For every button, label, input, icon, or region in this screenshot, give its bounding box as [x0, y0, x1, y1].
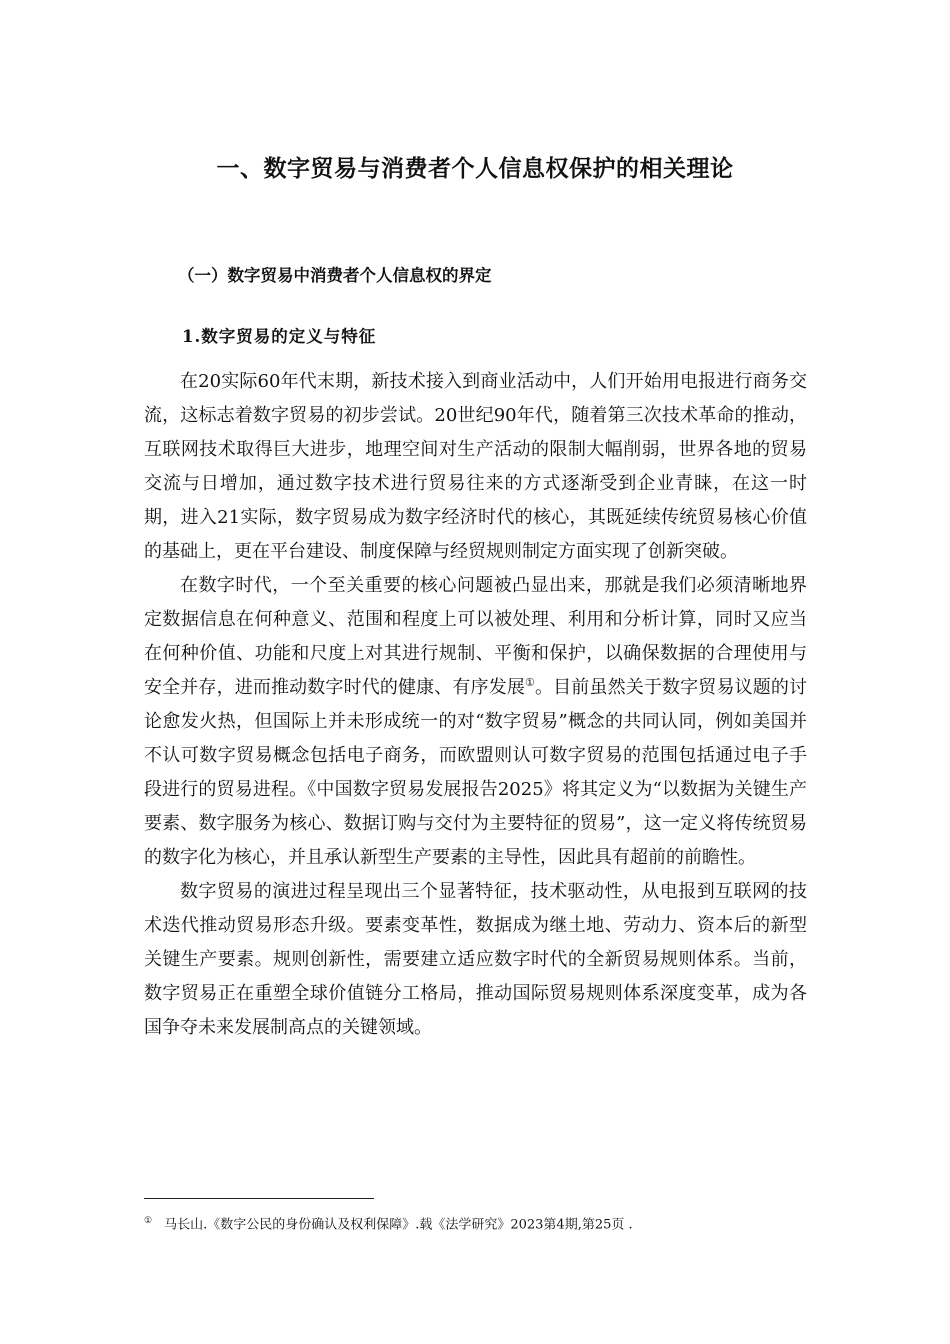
- paragraph-2: [144, 569, 807, 875]
- section-title: （一）数字贸易中消费者个人信息权的界定: [178, 266, 492, 285]
- paragraph-2-part-1: 在数字时代，一个至关重要的核心问题被凸显出来，那就是我们必须清晰地界定数据信息在何种意义、范围和程度上可以被处理、利用和分析计算，同时又应当在何种价值、功能和尺度上对其进行规制、平衡和保护，以确保数据的合理使用与安全并存，进而推动数字时代的健康、有序发展: [144, 575, 807, 698]
- chapter-title: 一、数字贸易与消费者个人信息权保护的相关理论: [216, 156, 734, 182]
- body-text: [144, 365, 807, 1045]
- paragraph-1: 在20实际60年代末期，新技术接入到商业活动中，人们开始用电报进行商务交流，这标志着数字贸易的初步尝试。20世纪90年代，随着第三次技术革命的推动，互联网技术取得巨大进步，地理空间对生产活动的限制大幅削弱，世界各地的贸易交流与日增加，通过数字技术进行贸易往来的方式逐渐受到企业青睐，在这一时期，进入21实际，数字贸易成为数字经济时代的核心，其既延续传统贸易核心价值的基础上，更在平台建设、制度保障与经贸规则制定方面实现了创新突破。: [144, 371, 807, 562]
- subsection-title: 1.数字贸易的定义与特征: [182, 327, 377, 346]
- footnote-text: 马长山.《数字公民的身份确认及权利保障》.载《法学研究》2023第4期,第25页 .: [164, 1217, 633, 1233]
- footnote-reference[interactable]: ①: [525, 676, 536, 689]
- paragraph-2-part-2: 。目前虽然关于数字贸易议题的讨论愈发火热，但国际上并未形成统一的对“数字贸易”概念的共同认同，例如美国并不认可数字贸易概念包括电子商务，而欧盟则认可数字贸易的范围包括通过电子手段进行的贸易进程。《中国数字贸易发展报告2025》将其定义为“以数据为关键生产要素、数字服务为核心、数据订购与交付为主要特征的贸易”，这一定义将传统贸易的数字化为核心，并且承认新型生产要素的主导性，因此具有超前的前瞻性。: [144, 677, 808, 868]
- paragraph-3: 数字贸易的演进过程呈现出三个显著特征，技术驱动性，从电报到互联网的技术迭代推动贸易形态升级。要素变革性，数据成为继土地、劳动力、资本后的新型关键生产要素。规则创新性，需要建立适应数字时代的全新贸易规则体系。当前，数字贸易正在重塑全球价值链分工格局，推动国际贸易规则体系深度变革，成为各国争夺未来发展制高点的关键领域。: [144, 881, 807, 1038]
- footnote-divider: [144, 1198, 374, 1199]
- footnote-number: ①: [144, 1216, 153, 1226]
- footnote: [144, 1212, 633, 1234]
